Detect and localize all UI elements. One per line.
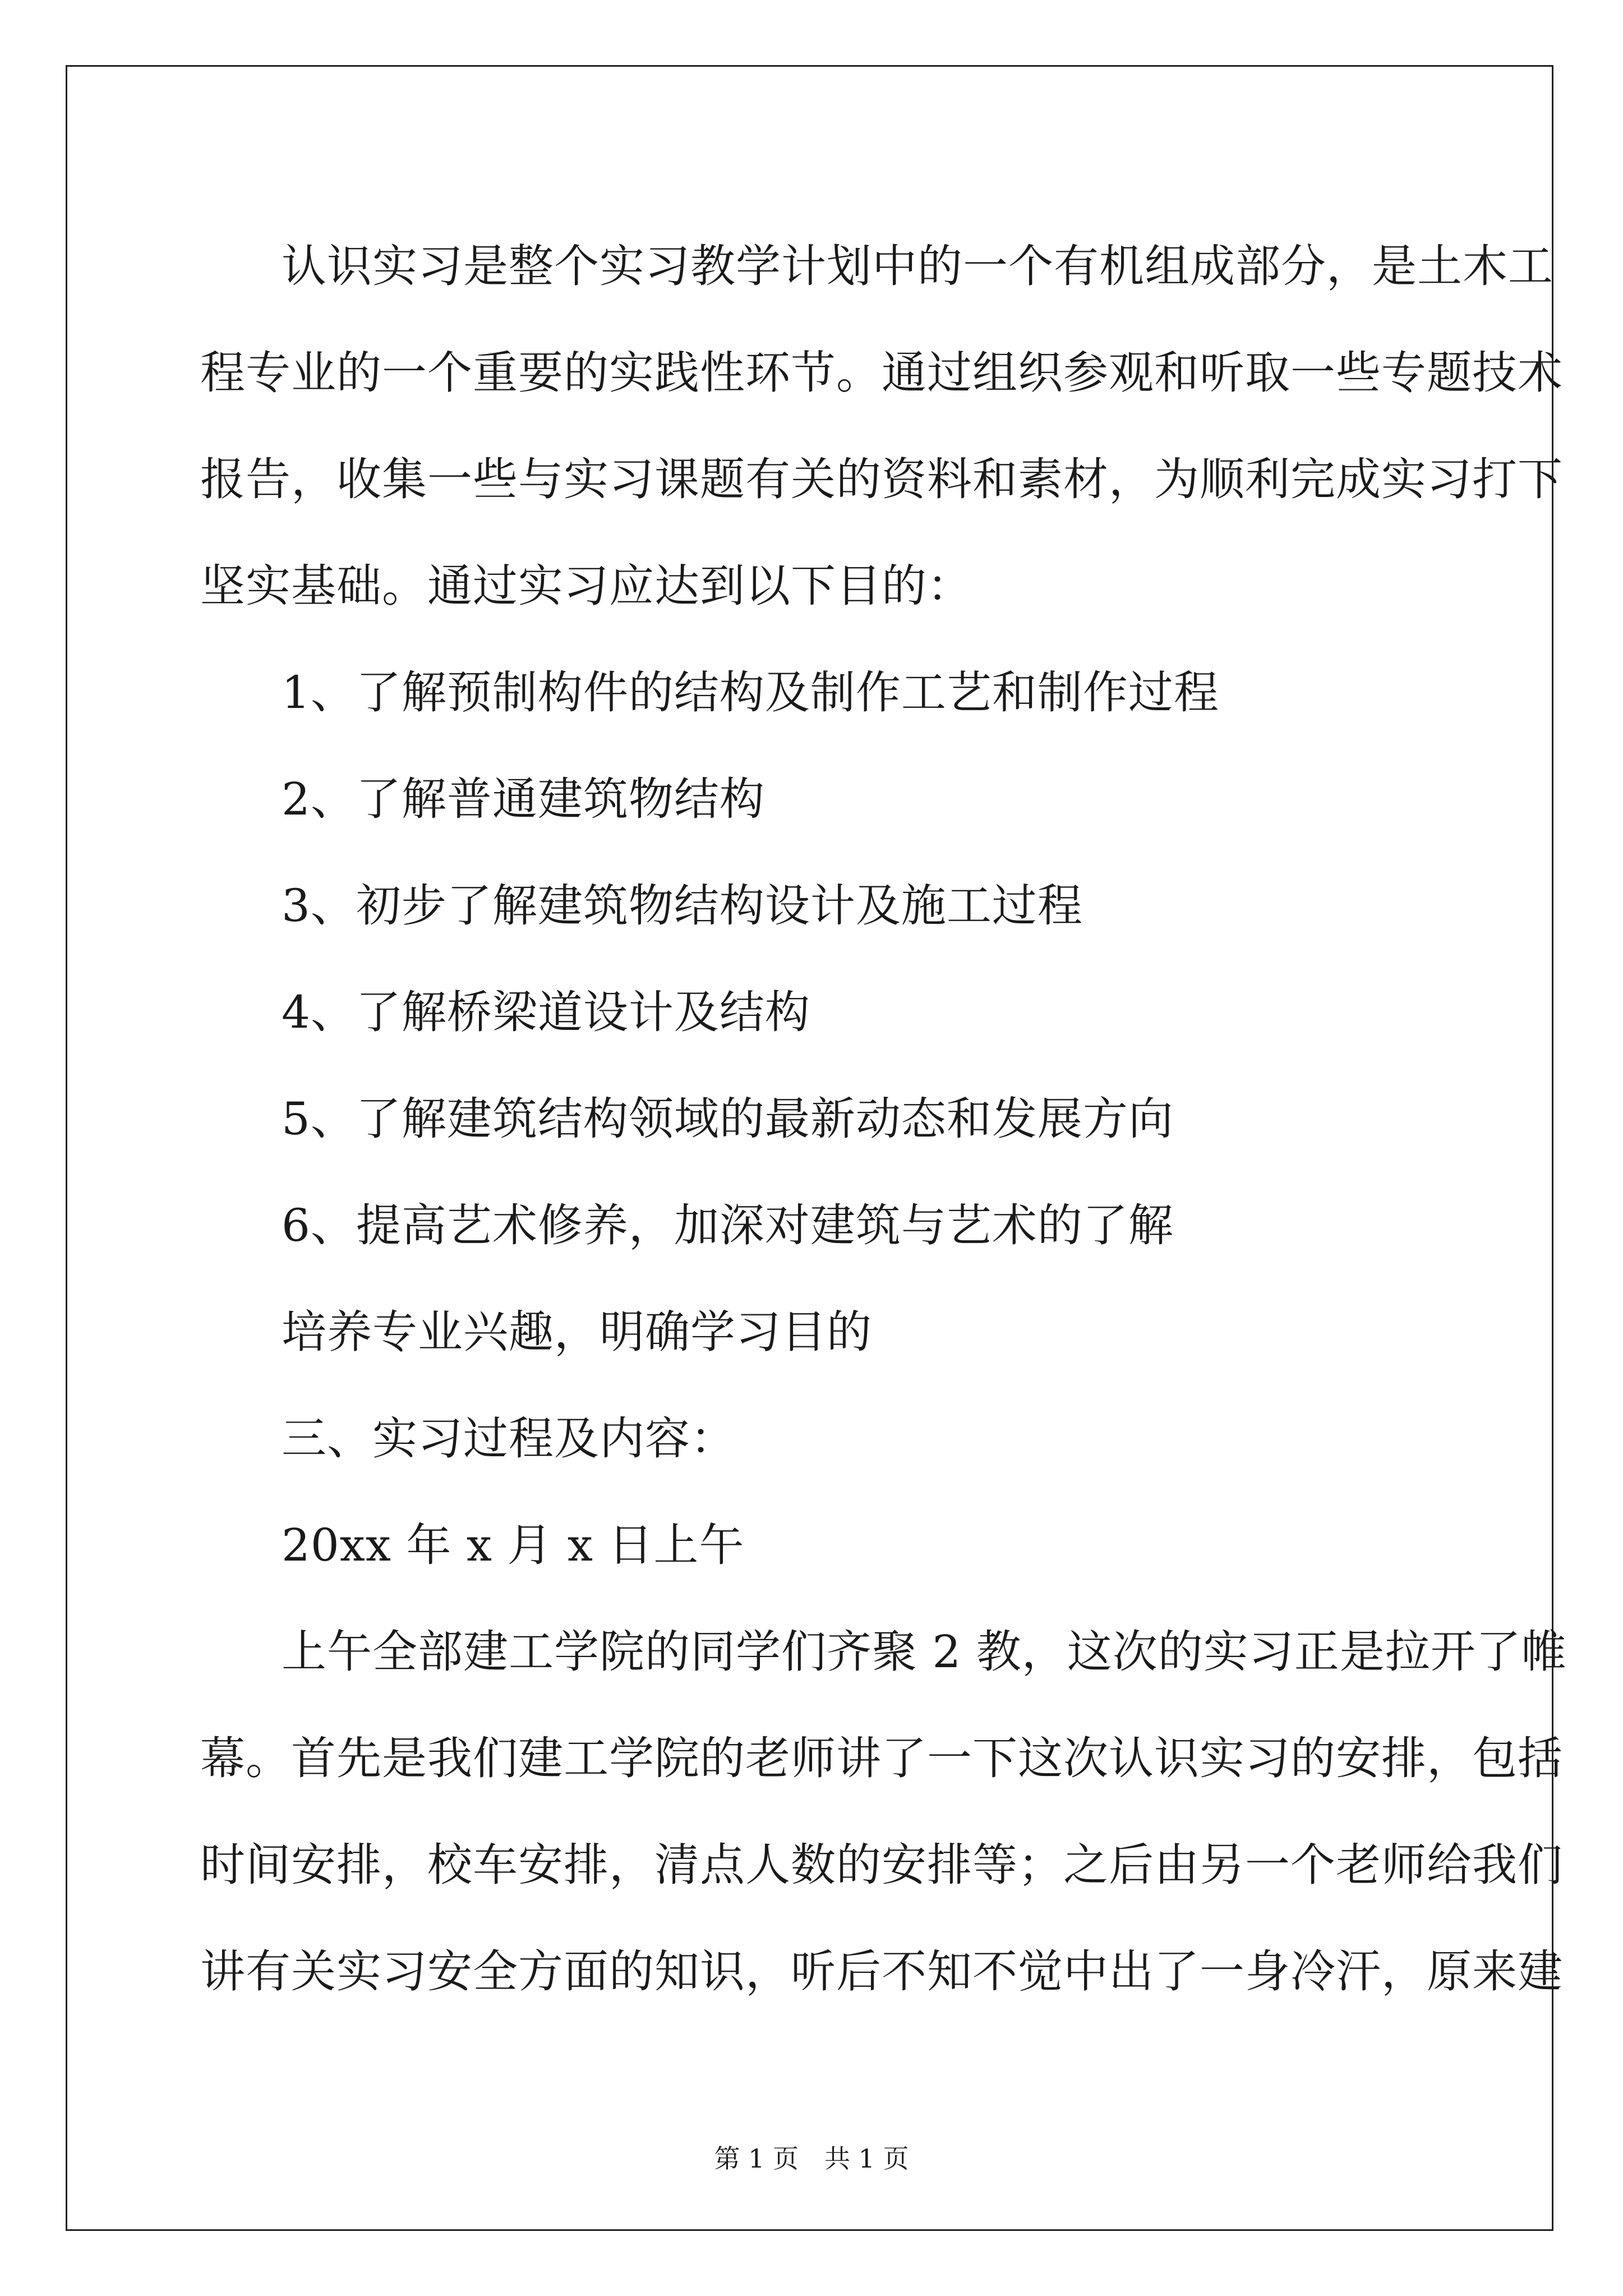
list-item: 1、了解预制构件的结构及制作工艺和制作过程: [282, 666, 1219, 719]
paragraph-line: 坚实基础。通过实习应达到以下目的：: [200, 560, 972, 612]
list-item: 2、了解普通建筑物结构: [282, 773, 765, 825]
document-body: [200, 213, 1567, 2025]
list-item: 5、了解建筑结构领域的最新动态和发展方向: [282, 1093, 1174, 1145]
paragraph-line: 认识实习是整个实习教学计划中的一个有机组成部分，是土木工: [282, 240, 1553, 292]
paragraph-line: 时间安排，校车安排，清点人数的安排等；之后由另一个老师给我们: [200, 1839, 1563, 1891]
list-item: 4、了解桥梁道设计及结构: [282, 986, 810, 1038]
paragraph-line: 上午全部建工学院的同学们齐聚 2 教，这次的实习正是拉开了帷: [282, 1626, 1567, 1678]
paragraph-line: 培养专业兴趣，明确学习目的: [282, 1306, 872, 1358]
section-heading: 三、实习过程及内容：: [282, 1412, 736, 1465]
paragraph-line: 报告，收集一些与实习课题有关的资料和素材，为顺利完成实习打下: [200, 453, 1563, 505]
list-item: 3、初步了解建筑物结构设计及施工过程: [282, 880, 1083, 932]
paragraph-line: 讲有关实习安全方面的知识，听后不知不觉中出了一身冷汗，原来建: [200, 1945, 1563, 1998]
date-line: 20xx 年 x 月 x 日上午: [282, 1519, 745, 1571]
list-item: 6、提高艺术修养，加深对建筑与艺术的了解: [282, 1199, 1174, 1251]
paragraph-line: 程专业的一个重要的实践性环节。通过组织参观和听取一些专题技术: [200, 347, 1563, 399]
page-footer: 第 1 页 共 1 页: [714, 2143, 909, 2174]
paragraph-line: 幕。首先是我们建工学院的老师讲了一下这次认识实习的安排，包括: [200, 1732, 1563, 1784]
